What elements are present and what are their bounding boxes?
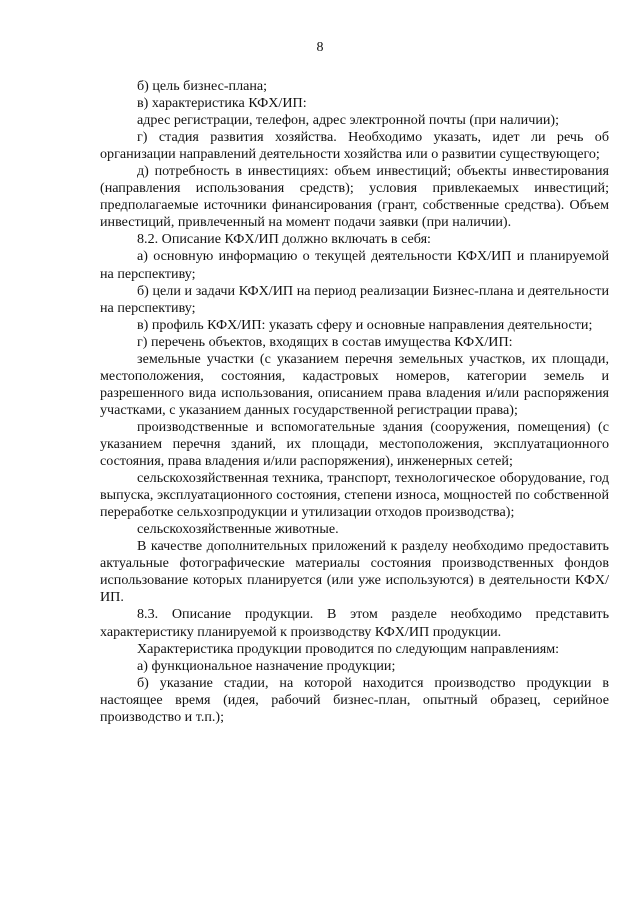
paragraph-section-8-2: 8.2. Описание КФХ/ИП должно включать в себя: (137, 231, 431, 248)
paragraph-farm-profile: в) профиль КФХ/ИП: указать сферу и основные направления деятельности; (137, 316, 593, 333)
paragraph-product-characteristics: Характеристика продукции проводится по следующим направлениям: (137, 640, 560, 657)
paragraph-livestock: сельскохозяйственные животные. (137, 521, 339, 538)
page-number: 8 (316, 40, 324, 55)
paragraph-product-purpose: а) функциональное назначение продукции; (137, 657, 396, 674)
paragraph-machinery: сельскохозяйственная техника, транспорт, технологическое оборудование, год выпуска, эксплуатационного состояния, степени износа, мощностей по собственной переработке сельхозпродукции и утилизации отходов производства); (100, 470, 609, 521)
paragraph-farm-characteristics: в) характеристика КФХ/ИП: (137, 95, 307, 112)
paragraph-buildings: производственные и вспомогательные здания (сооружения, помещения) (с указанием перечня зданий, их площади, местоположения, эксплуатационного состояния, права владения и/или распоряжения), инженерных сетей; (100, 418, 609, 470)
document-body (100, 78, 609, 726)
paragraph-additional-attachments: В качестве дополнительных приложений к разделу необходимо предоставить актуальные фотографические материалы состояния производственных фондов использование которых планируется (или уже используются) в деятельности КФХ/ИП. (100, 538, 609, 606)
paragraph-land-plots: земельные участки (с указанием перечня земельных участков, их площади, местоположения, состояния, кадастровых номеров, категории земель и разрешенного вида использования, описанием права владения и/или распоряжения участками, с указанием данных государственной регистрации права); (100, 350, 609, 418)
paragraph-investment-needs: д) потребность в инвестициях: объем инвестиций; объекты инвестирования (направления использования средств); условия привлекаемых инвестиций; предполагаемые источники финансирования (грант, собственные средства). Объем инвестиций, привлеченный на момент подачи заявки (при наличии). (100, 163, 609, 231)
paragraph-development-stage: г) стадия развития хозяйства. Необходимо указать, идет ли речь об организации направлений деятельности хозяйства или о развитии существующего; (100, 129, 609, 163)
paragraph-section-8-3: 8.3. Описание продукции. В этом разделе необходимо представить характеристику планируемой к производству КФХ/ИП продукции. (100, 606, 609, 640)
paragraph-production-stage: б) указание стадии, на которой находится производство продукции в настоящее время (идея, рабочий бизнес-план, опытный образец, серийное производство и т.п.); (100, 674, 609, 725)
paragraph-property-list: г) перечень объектов, входящих в состав имущества КФХ/ИП: (137, 333, 513, 350)
paragraph-current-activity: а) основную информацию о текущей деятельности КФХ/ИП и планируемой на перспективу; (100, 248, 609, 282)
paragraph-contact-info: адрес регистрации, телефон, адрес электронной почты (при наличии); (137, 112, 560, 129)
paragraph-goals-and-tasks: б) цели и задачи КФХ/ИП на период реализации Бизнес-плана и деятельности на перспективу; (100, 282, 609, 316)
paragraph-business-plan-goal: б) цель бизнес-плана; (137, 78, 268, 94)
